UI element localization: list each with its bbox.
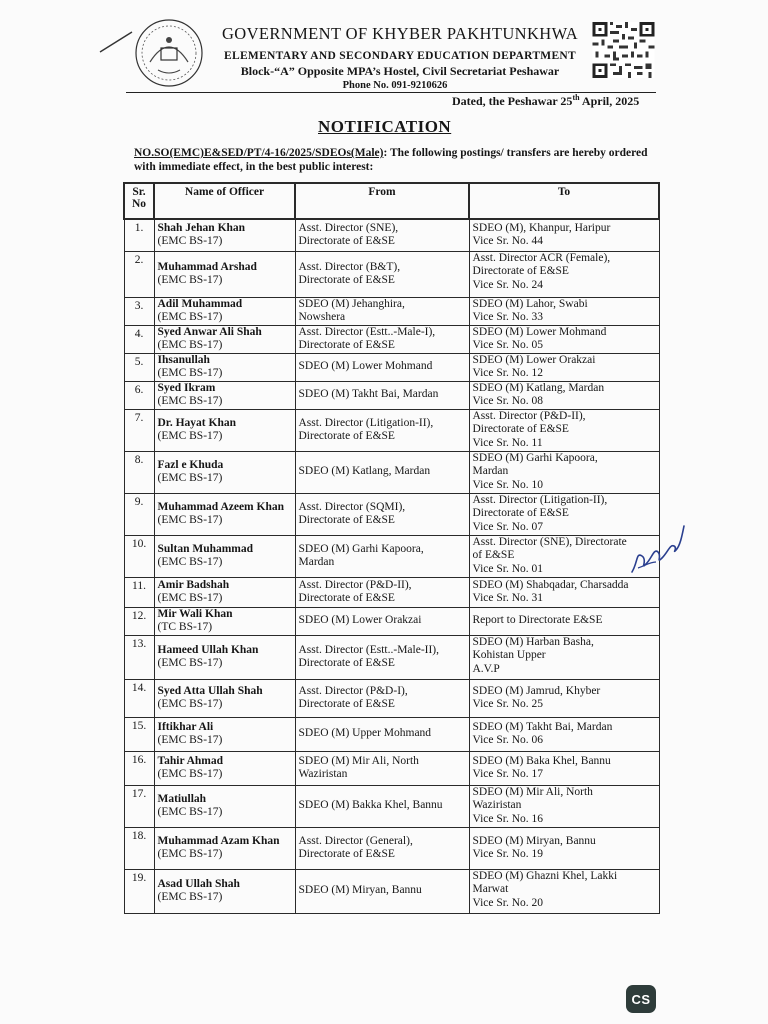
phone-line: Phone No. 091-9210626	[342, 80, 448, 91]
to-line: Directorate of E&SE	[472, 423, 569, 435]
to-line: Vice Sr. No. 11	[472, 436, 543, 449]
officer-name: Hameed Ullah Khan	[157, 643, 259, 656]
row-to-cell	[469, 381, 659, 409]
table-row	[124, 751, 659, 785]
to-line: Vice Sr. No. 12	[472, 367, 544, 379]
row-from-cell	[295, 381, 469, 409]
officer-post: (EMC BS-17)	[157, 768, 223, 780]
officer-post: (EMC BS-17)	[157, 657, 223, 669]
header-to: To	[469, 183, 659, 219]
officer-post: (EMC BS-17)	[157, 472, 223, 484]
officer-post: (EMC BS-17)	[157, 806, 223, 818]
row-officer-cell	[154, 717, 295, 751]
date-month-year: April, 2025	[579, 94, 640, 108]
government-heading: GOVERNMENT OF KHYBER PAKHTUNKHWA	[221, 24, 579, 43]
row-officer-cell	[154, 297, 295, 325]
from-line: Waziristan	[298, 768, 348, 780]
row-from-cell	[295, 717, 469, 751]
to-line: Vice Sr. No. 24	[472, 278, 544, 291]
row-to-cell	[469, 827, 659, 869]
row-sr-no: 19.	[124, 869, 154, 913]
officer-name: Mir Wali Khan	[157, 607, 233, 620]
row-sr-no: 2.	[124, 251, 154, 297]
row-officer-cell	[154, 785, 295, 827]
officer-name: Amir Badshah	[157, 578, 230, 591]
from-line: Mardan	[298, 556, 335, 568]
row-to-cell	[469, 451, 659, 493]
officer-post: (EMC BS-17)	[157, 698, 223, 710]
row-sr-no: 6.	[124, 381, 154, 409]
row-from-cell	[295, 751, 469, 785]
row-sr-no: 17.	[124, 785, 154, 827]
row-officer-cell	[154, 353, 295, 381]
to-line: Vice Sr. No. 16	[472, 812, 544, 825]
officer-post: (EMC BS-17)	[157, 395, 223, 407]
table-header-row	[124, 183, 659, 219]
table-row	[124, 827, 659, 869]
to-line: SDEO (M) Lower Orakzai	[472, 353, 596, 366]
to-line: Vice Sr. No. 01	[472, 562, 544, 575]
notification-title: NOTIFICATION	[318, 117, 452, 136]
officer-name: Dr. Hayat Khan	[157, 416, 236, 429]
row-sr-no: 10.	[124, 535, 154, 577]
to-line: SDEO (M) Takht Bai, Mardan	[472, 720, 613, 733]
row-sr-no: 5.	[124, 353, 154, 381]
officer-post: (EMC BS-17)	[157, 367, 223, 379]
to-line: SDEO (M) Harban Basha,	[472, 635, 594, 648]
row-officer-cell	[154, 325, 295, 353]
from-line: SDEO (M) Katlang, Mardan	[298, 465, 431, 478]
table-row	[124, 297, 659, 325]
to-line: Kohistan Upper	[472, 649, 546, 661]
from-line: SDEO (M) Lower Mohmand	[298, 360, 433, 373]
row-to-cell	[469, 409, 659, 451]
officer-post: (EMC BS-17)	[157, 734, 223, 746]
row-from-cell	[295, 607, 469, 635]
row-to-cell	[469, 219, 659, 251]
row-from-cell	[295, 297, 469, 325]
to-line: Vice Sr. No. 33	[472, 311, 544, 323]
from-line: Directorate of E&SE	[298, 514, 395, 526]
row-from-cell	[295, 869, 469, 913]
table-row	[124, 635, 659, 679]
row-from-cell	[295, 679, 469, 717]
from-line: Asst. Director (General),	[298, 834, 413, 847]
to-line: Vice Sr. No. 20	[472, 896, 544, 909]
row-from-cell	[295, 353, 469, 381]
to-line: Vice Sr. No. 08	[472, 395, 544, 407]
officer-name: Muhammad Arshad	[157, 260, 257, 273]
from-line: Directorate of E&SE	[298, 698, 395, 710]
officer-post: (EMC BS-17)	[157, 556, 223, 568]
row-from-cell	[295, 409, 469, 451]
row-from-cell	[295, 785, 469, 827]
row-officer-cell	[154, 577, 295, 607]
officer-name: Syed Anwar Ali Shah	[157, 325, 262, 338]
from-line: Asst. Director (P&D-I),	[298, 684, 408, 697]
officer-post: (EMC BS-17)	[157, 891, 223, 903]
to-line: SDEO (M) Miryan, Bannu	[472, 834, 596, 847]
to-line: Vice Sr. No. 06	[472, 734, 544, 746]
to-line: Asst. Director (Litigation-II),	[472, 493, 608, 506]
row-to-cell	[469, 607, 659, 635]
to-line: Directorate of E&SE	[472, 265, 569, 277]
row-to-cell	[469, 679, 659, 717]
to-line: SDEO (M) Lower Mohmand	[472, 325, 607, 338]
cs-scanner-badge: CS	[626, 985, 656, 1013]
officer-name: Matiullah	[157, 792, 207, 805]
row-from-cell	[295, 493, 469, 535]
row-officer-cell	[154, 607, 295, 635]
table-row	[124, 451, 659, 493]
row-sr-no: 7.	[124, 409, 154, 451]
row-sr-no: 9.	[124, 493, 154, 535]
row-officer-cell	[154, 869, 295, 913]
row-officer-cell	[154, 751, 295, 785]
to-line: Mardan	[472, 465, 509, 477]
to-line: Vice Sr. No. 19	[472, 848, 544, 860]
table-row	[124, 409, 659, 451]
postings-table	[123, 182, 660, 914]
row-officer-cell	[154, 251, 295, 297]
table-row	[124, 381, 659, 409]
intro-text: : The following postings/ transfers are hereby ordered with immediate effect, in the best public interest:	[134, 147, 648, 173]
to-line: Vice Sr. No. 17	[472, 768, 544, 780]
row-to-cell	[469, 869, 659, 913]
officer-name: Tahir Ahmad	[157, 754, 224, 767]
from-line: Directorate of E&SE	[298, 430, 395, 442]
officer-name: Fazl e Khuda	[157, 458, 224, 471]
row-officer-cell	[154, 219, 295, 251]
officer-post: (EMC BS-17)	[157, 235, 223, 248]
table-row	[124, 785, 659, 827]
to-line: of E&SE	[472, 549, 515, 561]
row-to-cell	[469, 751, 659, 785]
from-line: Directorate of E&SE	[298, 848, 395, 860]
row-sr-no: 4.	[124, 325, 154, 353]
row-to-cell	[469, 577, 659, 607]
notification-intro	[134, 146, 654, 174]
table-row	[124, 493, 659, 535]
date-text: Dated, the Peshawar 25	[452, 94, 573, 108]
to-line: Waziristan	[472, 799, 522, 811]
from-line: SDEO (M) Jehanghira,	[298, 297, 405, 310]
row-to-cell	[469, 251, 659, 297]
table-row	[124, 353, 659, 381]
officer-name: Adil Muhammad	[157, 297, 243, 310]
row-to-cell	[469, 635, 659, 679]
officer-name: Syed Atta Ullah Shah	[157, 684, 263, 697]
from-line: SDEO (M) Lower Orakzai	[298, 614, 422, 627]
from-line: SDEO (M) Takht Bai, Mardan	[298, 388, 439, 401]
to-line: SDEO (M) Ghazni Khel, Lakki	[472, 869, 618, 882]
officer-post: (EMC BS-17)	[157, 430, 223, 442]
from-line: Directorate of E&SE	[298, 235, 395, 248]
from-line: Asst. Director (Estt..-Male-I),	[298, 325, 436, 338]
to-line: Vice Sr. No. 10	[472, 478, 544, 491]
officer-post: (EMC BS-17)	[157, 311, 223, 323]
to-line: Asst. Director (P&D-II),	[472, 409, 586, 422]
row-sr-no: 15.	[124, 717, 154, 751]
row-sr-no: 8.	[124, 451, 154, 493]
row-from-cell	[295, 251, 469, 297]
to-line: Vice Sr. No. 05	[472, 339, 544, 351]
officer-post: (EMC BS-17)	[157, 339, 223, 351]
from-line: Asst. Director (P&D-II),	[298, 578, 412, 591]
table-row	[124, 577, 659, 607]
to-line: SDEO (M) Mir Ali, North	[472, 785, 593, 798]
row-from-cell	[295, 577, 469, 607]
from-line: Asst. Director (SQMI),	[298, 500, 406, 513]
pen-mark	[98, 30, 134, 54]
to-line: SDEO (M) Lahor, Swabi	[472, 297, 588, 310]
row-officer-cell	[154, 381, 295, 409]
to-line: Vice Sr. No. 07	[472, 520, 544, 533]
row-to-cell	[469, 353, 659, 381]
from-line: SDEO (M) Garhi Kapoora,	[298, 542, 424, 555]
header-from: From	[295, 183, 469, 219]
table-row	[124, 325, 659, 353]
to-line: SDEO (M) Shabqadar, Charsadda	[472, 578, 629, 591]
to-line: SDEO (M) Baka Khel, Bannu	[472, 754, 611, 767]
to-line: SDEO (M) Jamrud, Khyber	[472, 684, 601, 697]
from-line: SDEO (M) Bakka Khel, Bannu	[298, 799, 443, 812]
row-to-cell	[469, 297, 659, 325]
row-sr-no: 12.	[124, 607, 154, 635]
from-line: Directorate of E&SE	[298, 274, 395, 286]
officer-name: Muhammad Azam Khan	[157, 834, 280, 847]
from-line: Directorate of E&SE	[298, 657, 395, 669]
officer-post: (EMC BS-17)	[157, 592, 223, 604]
officer-name: Iftikhar Ali	[157, 720, 214, 733]
header-name: Name of Officer	[154, 183, 295, 219]
to-line: Marwat	[472, 883, 509, 895]
officer-name: Asad Ullah Shah	[157, 877, 240, 890]
from-line: Directorate of E&SE	[298, 339, 395, 351]
to-line: SDEO (M) Garhi Kapoora,	[472, 451, 598, 464]
row-officer-cell	[154, 493, 295, 535]
row-to-cell	[469, 717, 659, 751]
row-from-cell	[295, 325, 469, 353]
table-row	[124, 535, 659, 577]
row-sr-no: 14.	[124, 679, 154, 717]
row-to-cell	[469, 325, 659, 353]
row-officer-cell	[154, 451, 295, 493]
officer-name: Syed Ikram	[157, 381, 216, 394]
department-heading: ELEMENTARY AND SECONDARY EDUCATION DEPARTMENT	[224, 50, 576, 62]
table-row	[124, 679, 659, 717]
address-line: Block-“A” Opposite MPA’s Hostel, Civil Secretariat Peshawar	[240, 64, 560, 78]
to-line: Asst. Director ACR (Female),	[472, 251, 611, 264]
officer-name: Muhammad Azeem Khan	[157, 500, 284, 513]
from-line: Nowshera	[298, 311, 346, 323]
from-line: SDEO (M) Mir Ali, North	[298, 754, 419, 767]
row-sr-no: 1.	[124, 219, 154, 251]
row-officer-cell	[154, 535, 295, 577]
row-officer-cell	[154, 409, 295, 451]
officer-post: (EMC BS-17)	[157, 514, 223, 526]
from-line: SDEO (M) Miryan, Bannu	[298, 884, 422, 897]
officer-post: (EMC BS-17)	[157, 848, 223, 860]
to-line: Asst. Director (SNE), Directorate	[472, 535, 627, 548]
to-line: SDEO (M), Khanpur, Haripur	[472, 221, 611, 234]
row-to-cell	[469, 785, 659, 827]
officer-name: Shah Jehan Khan	[157, 221, 246, 234]
row-from-cell	[295, 219, 469, 251]
header-sr-no: Sr. No	[124, 183, 154, 219]
table-row	[124, 869, 659, 913]
row-officer-cell	[154, 827, 295, 869]
to-line: Report to Directorate E&SE	[472, 614, 603, 627]
notification-reference: NO.SO(EMC)E&SED/PT/4-16/2025/SDEOs(Male)	[134, 147, 384, 159]
officer-post: (TC BS-17)	[157, 621, 213, 633]
date-suffix: th	[572, 93, 580, 102]
from-line: Directorate of E&SE	[298, 592, 395, 604]
officer-name: Sultan Muhammad	[157, 542, 254, 555]
date-line	[452, 93, 639, 109]
to-line: Vice Sr. No. 44	[472, 235, 544, 248]
officer-name: Ihsanullah	[157, 353, 210, 366]
row-from-cell	[295, 535, 469, 577]
row-officer-cell	[154, 635, 295, 679]
from-line: Asst. Director (SNE),	[298, 221, 399, 234]
table-row	[124, 251, 659, 297]
from-line: Asst. Director (Litigation-II),	[298, 416, 434, 429]
row-from-cell	[295, 451, 469, 493]
to-line: Directorate of E&SE	[472, 507, 569, 519]
row-sr-no: 3.	[124, 297, 154, 325]
row-officer-cell	[154, 679, 295, 717]
from-line: Asst. Director (B&T),	[298, 260, 401, 273]
officer-post: (EMC BS-17)	[157, 274, 223, 286]
signature	[628, 522, 688, 578]
table-body	[124, 219, 659, 913]
to-line: Vice Sr. No. 25	[472, 698, 544, 710]
to-line: A.V.P	[472, 662, 500, 675]
table-row	[124, 717, 659, 751]
row-from-cell	[295, 635, 469, 679]
table-row	[124, 219, 659, 251]
to-line: SDEO (M) Katlang, Mardan	[472, 381, 605, 394]
from-line: Asst. Director (Estt..-Male-II),	[298, 643, 440, 656]
row-sr-no: 13.	[124, 635, 154, 679]
row-sr-no: 11.	[124, 577, 154, 607]
row-sr-no: 16.	[124, 751, 154, 785]
row-sr-no: 18.	[124, 827, 154, 869]
from-line: SDEO (M) Upper Mohmand	[298, 727, 432, 740]
row-from-cell	[295, 827, 469, 869]
table-row	[124, 607, 659, 635]
to-line: Vice Sr. No. 31	[472, 592, 544, 604]
